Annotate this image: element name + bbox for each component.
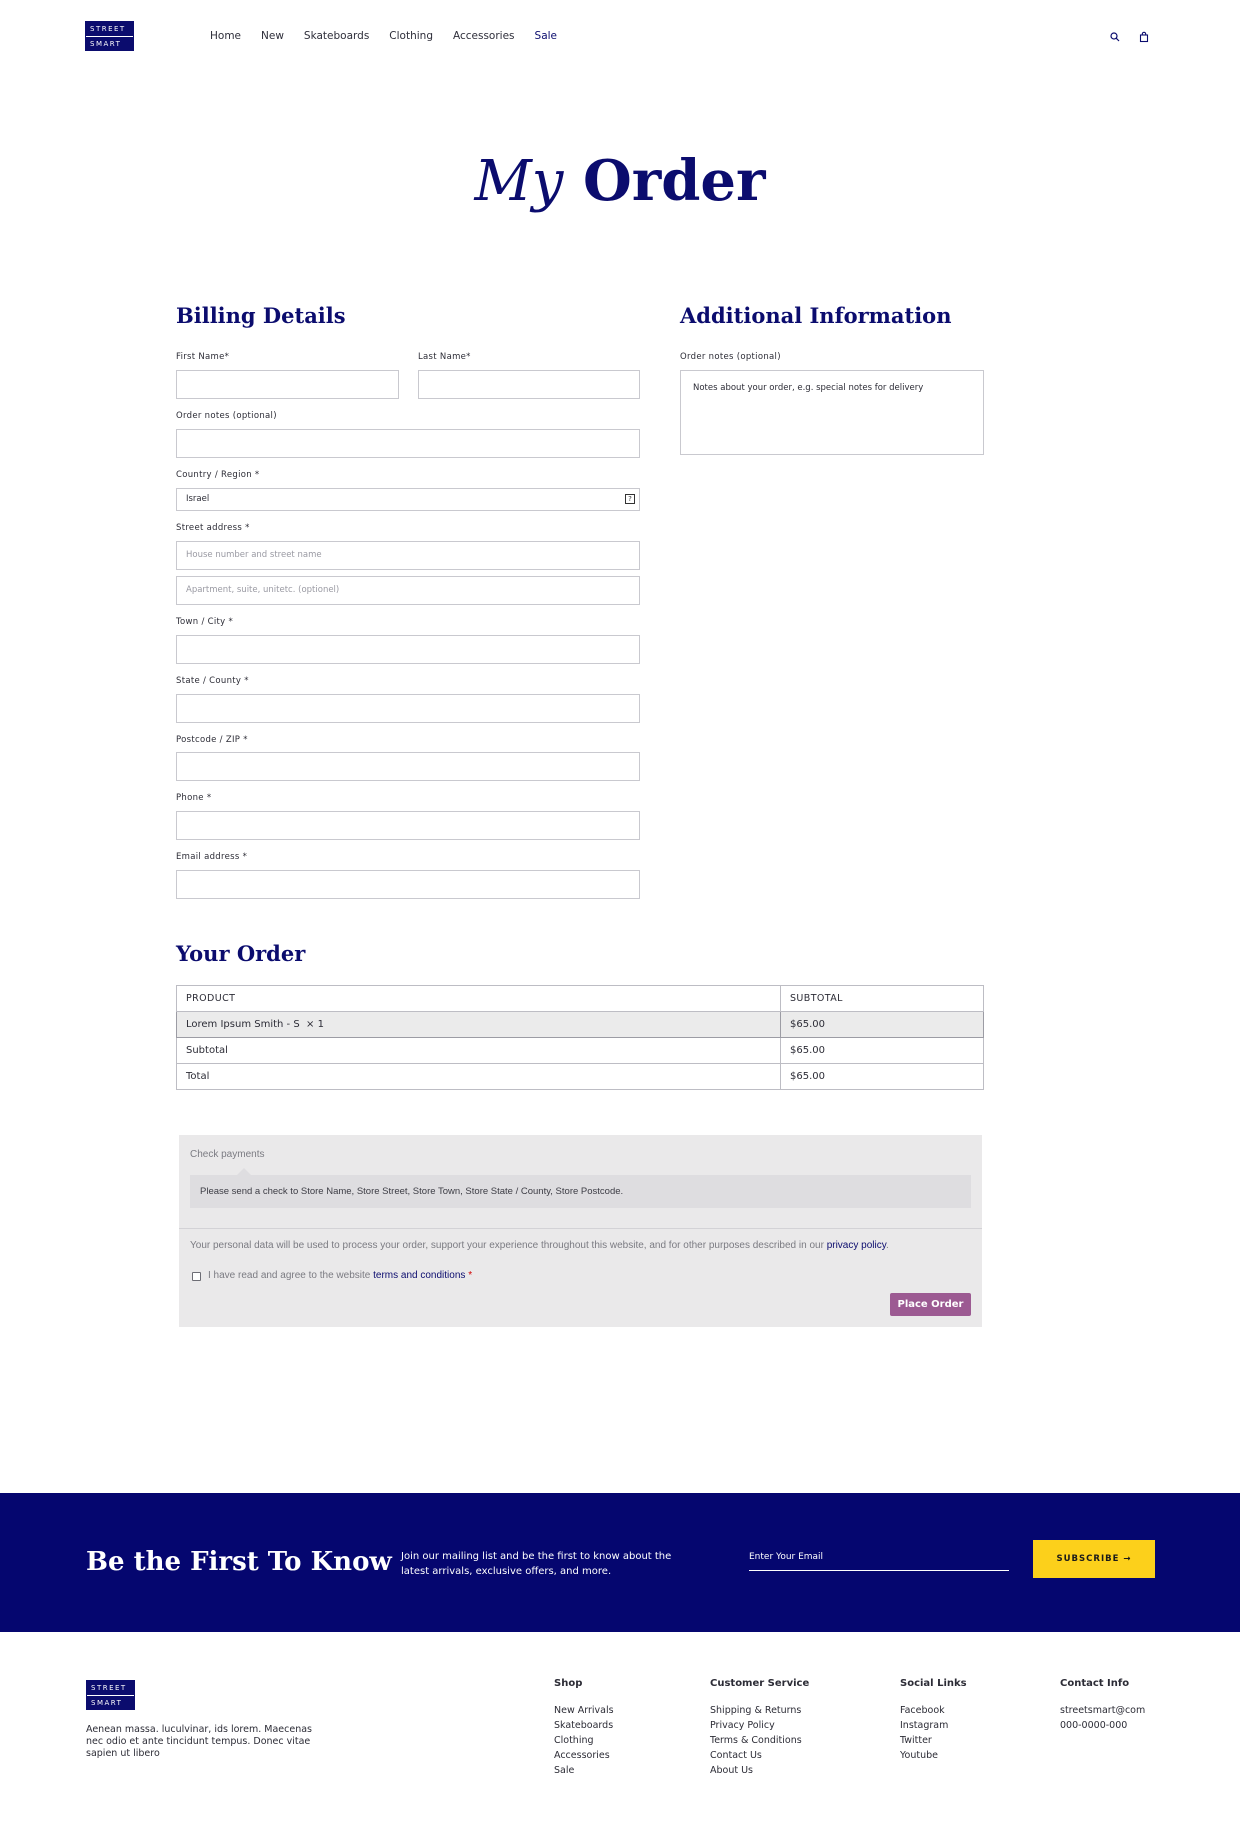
town-field[interactable] [176,635,640,664]
newsletter-description: Join our mailing list and be the first to know about the latest arrivals, exclusive offers, and more. [401,1551,672,1577]
page-title-bold: Order [582,148,766,214]
bag-icon[interactable] [1138,31,1150,43]
table-row [177,1012,984,1038]
nav-new[interactable]: New [261,30,284,42]
country-value: Israel [186,494,210,504]
first-name-label: First Name* [176,352,230,362]
select-arrow-icon: ? [625,494,635,504]
main-nav [210,30,577,42]
terms-link[interactable]: terms and conditions [373,1270,466,1281]
footer-service-heading: Customer Service [710,1678,810,1689]
email-field[interactable] [176,870,640,899]
newsletter-section [0,1493,1240,1632]
logo-line-1: STREET [90,25,126,33]
phone-label: Phone * [176,793,212,803]
street-address-1-field[interactable]: House number and street name [176,541,640,570]
footer-link[interactable]: Terms & Conditions [710,1735,802,1746]
footer-link[interactable]: Facebook [900,1705,945,1716]
page-title-italic: My [474,149,564,214]
privacy-end: . [885,1240,889,1251]
footer-social-heading: Social Links [900,1678,967,1689]
first-name-field[interactable] [176,370,399,399]
col-product: PRODUCT [177,986,781,1012]
newsletter-title: Be the First To Know [86,1547,392,1577]
item-cell [177,1012,781,1038]
total-value: $65.00 [781,1064,984,1090]
order-table [176,985,984,1090]
nav-skateboards[interactable]: Skateboards [303,30,370,42]
phone-field[interactable] [176,811,640,840]
footer-link[interactable]: Instagram [900,1720,949,1731]
footer-link[interactable]: Contact Us [710,1750,762,1761]
subtotal-value: $65.00 [781,1038,984,1064]
footer-email[interactable]: streetsmart@com [1060,1705,1146,1716]
payment-divider [179,1228,982,1229]
last-name-label: Last Name* [418,352,471,362]
payment-method-label[interactable]: Check payments [190,1149,265,1160]
footer-link[interactable]: Sale [554,1765,575,1776]
total-label: Total [177,1064,781,1090]
footer-logo[interactable] [86,1680,135,1710]
privacy-policy-link[interactable]: privacy policy [826,1240,886,1251]
subscribe-button[interactable]: SUBSCRIBE → [1033,1540,1155,1578]
terms-checkbox[interactable] [192,1272,201,1281]
footer-shop-column [554,1678,614,1778]
terms-label [208,1270,472,1281]
nav-sale[interactable]: Sale [534,30,558,42]
footer-shop-heading: Shop [554,1678,583,1689]
footer-link[interactable]: Youtube [900,1750,938,1761]
footer-contact-column [1060,1678,1145,1733]
item-price: $65.00 [781,1012,984,1038]
order-notes-textarea[interactable]: Notes about your order, e.g. special notes for delivery [680,370,984,455]
footer-link[interactable]: About Us [710,1765,754,1776]
order-table-header [177,986,984,1012]
payment-message-notch [237,1168,251,1175]
nav-accessories[interactable]: Accessories [452,30,515,42]
privacy-text: Your personal data will be used to process your order, support your experience throughout this website, and for other purposes described in our [190,1240,827,1251]
payment-box [179,1135,982,1327]
nav-home[interactable]: Home [210,30,242,42]
place-order-button[interactable]: Place Order [890,1293,971,1316]
footer-link[interactable]: Accessories [554,1750,610,1761]
terms-text: I have read and agree to the website [208,1270,374,1281]
logo[interactable] [85,21,134,51]
email-label: Email address * [176,852,248,862]
footer-link[interactable]: New Arrivals [554,1705,614,1716]
logo-line-2: SMART [86,36,133,50]
required-marker: * [468,1270,473,1281]
state-label: State / County * [176,676,249,686]
postcode-field[interactable] [176,752,640,781]
footer-link[interactable]: Skateboards [554,1720,614,1731]
footer-link[interactable]: Clothing [554,1735,594,1746]
state-field[interactable] [176,694,640,723]
footer-phone[interactable]: 000-0000-000 [1060,1720,1128,1731]
street-label: Street address * [176,523,250,533]
order-heading: Your Order [176,941,306,966]
footer-logo-line-2: SMART [87,1695,134,1709]
footer-description: Aenean massa. luculvinar, ids lorem. Maecenas nec odio et ante tincidunt tempus. Donec vitae sapien ut libero [86,1724,312,1759]
additional-notes-label: Order notes (optional) [680,352,781,362]
table-row [177,1064,984,1090]
item-qty: × 1 [306,1019,324,1030]
footer-logo-line-1: STREET [91,1684,127,1692]
subtotal-label: Subtotal [177,1038,781,1064]
country-label: Country / Region * [176,470,260,480]
payment-message: Please send a check to Store Name, Store Street, Store Town, Store State / County, Store Postcode. [190,1175,971,1208]
table-row [177,1038,984,1064]
col-subtotal: SUBTOTAL [781,986,984,1012]
billing-order-notes-label: Order notes (optional) [176,411,277,421]
search-icon[interactable] [1109,31,1121,43]
privacy-notice [190,1240,889,1251]
footer-social-column [900,1678,967,1763]
page-title [0,146,1240,217]
item-name: Lorem Ipsum Smith - S [186,1019,300,1030]
footer-link[interactable]: Twitter [900,1735,932,1746]
footer-link[interactable]: Shipping & Returns [710,1705,802,1716]
additional-heading: Additional Information [680,303,952,328]
billing-order-notes-field[interactable] [176,429,640,458]
footer-service-column [710,1678,809,1778]
last-name-field[interactable] [418,370,640,399]
town-label: Town / City * [176,617,234,627]
newsletter-email-input[interactable]: Enter Your Email [749,1552,1009,1571]
footer-contact-heading: Contact Info [1060,1678,1130,1689]
country-select[interactable] [176,488,640,511]
postcode-label: Postcode / ZIP * [176,735,248,745]
billing-heading: Billing Details [176,303,346,328]
nav-clothing[interactable]: Clothing [389,30,433,42]
street-address-2-field[interactable]: Apartment, suite, unitetc. (optionel) [176,576,640,605]
footer-link[interactable]: Privacy Policy [710,1720,775,1731]
